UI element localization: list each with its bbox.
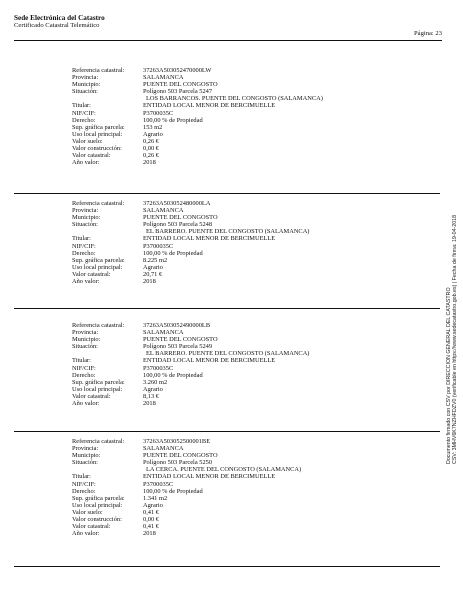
signature-sidebar	[446, 164, 458, 464]
nif-value: P3700035C	[143, 364, 174, 372]
area-value: 153 m2	[143, 123, 163, 131]
cadastral-value-label: Valor catastral:	[72, 392, 111, 400]
nif-label: NIF/CIF:	[72, 480, 96, 488]
situation-value: Polígono 503 Parcela 5250	[143, 459, 213, 467]
cadastral-value: 0,41 €	[143, 523, 159, 531]
land-value-label: Valor suelo:	[72, 137, 103, 145]
cadastral-record	[0, 200, 440, 285]
municipality-value: PUENTE DEL CONGOSTO	[143, 81, 218, 89]
cadastral-value: 8,13 €	[143, 392, 159, 400]
right-label: Derecho:	[72, 371, 96, 379]
right-value: 100,00 % de Propiedad	[143, 116, 203, 124]
province-value: SALAMANCA	[143, 207, 184, 215]
year-label: Año valor:	[72, 278, 100, 286]
nif-label: NIF/CIF:	[72, 242, 96, 250]
area-value: 3.260 m2	[143, 378, 168, 386]
holder-label: Titular:	[72, 102, 91, 110]
ref-label: Referencia catastral:	[72, 67, 125, 74]
area-value: 8.225 m2	[143, 256, 168, 264]
holder-value: ENTIDAD LOCAL MENOR DE BERCIMUELLE	[143, 102, 276, 110]
ref-label: Referencia catastral:	[72, 200, 125, 207]
situation-label: Situación:	[72, 343, 98, 351]
situation-value: Polígono 503 Parcela 5247	[143, 88, 213, 96]
record-divider	[14, 308, 440, 309]
area-label: Sup. gráfica parcela:	[72, 494, 125, 502]
nif-label: NIF/CIF:	[72, 109, 96, 117]
province-label: Provincia:	[72, 207, 99, 215]
holder-value: ENTIDAD LOCAL MENOR DE BERCIMUELLE	[143, 473, 276, 481]
land-value: 0,26 €	[143, 137, 159, 145]
ref-label: Referencia catastral:	[72, 322, 125, 329]
province-value: SALAMANCA	[143, 329, 184, 337]
province-label: Provincia:	[72, 74, 99, 82]
situation-detail: LA CERCA. PUENTE DEL CONGOSTO (SALAMANCA)	[146, 466, 302, 474]
holder-label: Titular:	[72, 473, 91, 481]
nif-value: P3700035C	[143, 480, 174, 488]
year-value: 2018	[143, 159, 156, 167]
municipality-value: PUENTE DEL CONGOSTO	[143, 452, 218, 460]
document-header	[14, 14, 105, 30]
province-value: SALAMANCA	[143, 74, 184, 82]
construction-value-label: Valor construcción:	[72, 145, 122, 153]
right-label: Derecho:	[72, 487, 96, 495]
province-label: Provincia:	[72, 329, 99, 337]
situation-value: Polígono 503 Parcela 5248	[143, 221, 213, 229]
right-value: 100,00 % de Propiedad	[143, 487, 203, 495]
ref-value: 37263A503052470000LW	[143, 67, 212, 74]
header-divider	[14, 40, 442, 41]
use-value: Agrario	[143, 501, 163, 509]
nif-value: P3700035C	[143, 109, 174, 117]
cadastral-value: 20,71 €	[143, 270, 163, 278]
use-label: Uso local principal:	[72, 130, 123, 138]
page-number: Página: 23	[413, 30, 442, 37]
area-value: 1.341 m2	[143, 494, 168, 502]
municipality-label: Municipio:	[72, 336, 101, 344]
cadastral-value: 0,26 €	[143, 152, 159, 160]
csv-verification-line: CSV: 3MHV6K7NZHFDZV0 (verificable en https://www.sedecatastro.gob.es) | Fecha de firma: 19-04-2018	[452, 214, 458, 464]
ref-label: Referencia catastral:	[72, 438, 125, 445]
land-value: 0,41 €	[143, 508, 159, 516]
holder-label: Titular:	[72, 357, 91, 365]
right-label: Derecho:	[72, 249, 96, 257]
situation-label: Situación:	[72, 88, 98, 96]
province-label: Provincia:	[72, 445, 99, 453]
document-subtitle: Certificado Catastral Telemático	[14, 22, 100, 29]
area-label: Sup. gráfica parcela:	[72, 378, 125, 386]
cadastral-value-label: Valor catastral:	[72, 270, 111, 278]
record-divider	[14, 193, 440, 194]
ref-value: 37263A503052500001BE	[143, 438, 211, 445]
nif-label: NIF/CIF:	[72, 364, 96, 372]
signature-line: Documento firmado con CSV por DIRECCION GENERAL DEL CATASTRO	[446, 287, 452, 464]
right-label: Derecho:	[72, 116, 96, 124]
municipality-value: PUENTE DEL CONGOSTO	[143, 336, 218, 344]
situation-detail: EL BARRERO. PUENTE DEL CONGOSTO (SALAMANCA)	[146, 350, 310, 358]
construction-value: 0,00 €	[143, 516, 159, 524]
municipality-label: Municipio:	[72, 81, 101, 89]
area-label: Sup. gráfica parcela:	[72, 123, 125, 131]
province-value: SALAMANCA	[143, 445, 184, 453]
holder-label: Titular:	[72, 235, 91, 243]
org-title: Sede Electrónica del Catastro	[14, 14, 105, 22]
year-label: Año valor:	[72, 400, 100, 408]
cadastral-record	[0, 438, 440, 537]
year-value: 2018	[143, 400, 156, 408]
use-value: Agrario	[143, 263, 163, 271]
nif-value: P3700035C	[143, 242, 174, 250]
year-value: 2018	[143, 278, 156, 286]
construction-value-label: Valor construcción:	[72, 516, 122, 524]
municipality-label: Municipio:	[72, 214, 101, 222]
situation-detail: LOS BARRANCOS. PUENTE DEL CONGOSTO (SALAMANCA)	[146, 95, 323, 103]
ref-value: 37263A503052490000LB	[143, 322, 211, 329]
use-label: Uso local principal:	[72, 263, 123, 271]
construction-value: 0,00 €	[143, 145, 159, 153]
use-value: Agrario	[143, 130, 163, 138]
year-value: 2018	[143, 530, 156, 538]
record-divider	[14, 431, 440, 432]
right-value: 100,00 % de Propiedad	[143, 249, 203, 257]
right-value: 100,00 % de Propiedad	[143, 371, 203, 379]
ref-value: 37263A503052480000LA	[143, 200, 211, 207]
cadastral-record	[0, 67, 440, 166]
cadastral-record	[0, 322, 440, 407]
situation-value: Polígono 503 Parcela 5249	[143, 343, 213, 351]
situation-detail: EL BARRERO. PUENTE DEL CONGOSTO (SALAMANCA)	[146, 228, 310, 236]
cadastral-value-label: Valor catastral:	[72, 523, 111, 531]
record-divider	[14, 566, 440, 567]
use-value: Agrario	[143, 385, 163, 393]
holder-value: ENTIDAD LOCAL MENOR DE BERCIMUELLE	[143, 235, 276, 243]
area-label: Sup. gráfica parcela:	[72, 256, 125, 264]
use-label: Uso local principal:	[72, 501, 123, 509]
year-label: Año valor:	[72, 159, 100, 167]
land-value-label: Valor suelo:	[72, 508, 103, 516]
year-label: Año valor:	[72, 530, 100, 538]
municipality-label: Municipio:	[72, 452, 101, 460]
situation-label: Situación:	[72, 459, 98, 467]
use-label: Uso local principal:	[72, 385, 123, 393]
cadastral-value-label: Valor catastral:	[72, 152, 111, 160]
situation-label: Situación:	[72, 221, 98, 229]
municipality-value: PUENTE DEL CONGOSTO	[143, 214, 218, 222]
holder-value: ENTIDAD LOCAL MENOR DE BERCIMUELLE	[143, 357, 276, 365]
